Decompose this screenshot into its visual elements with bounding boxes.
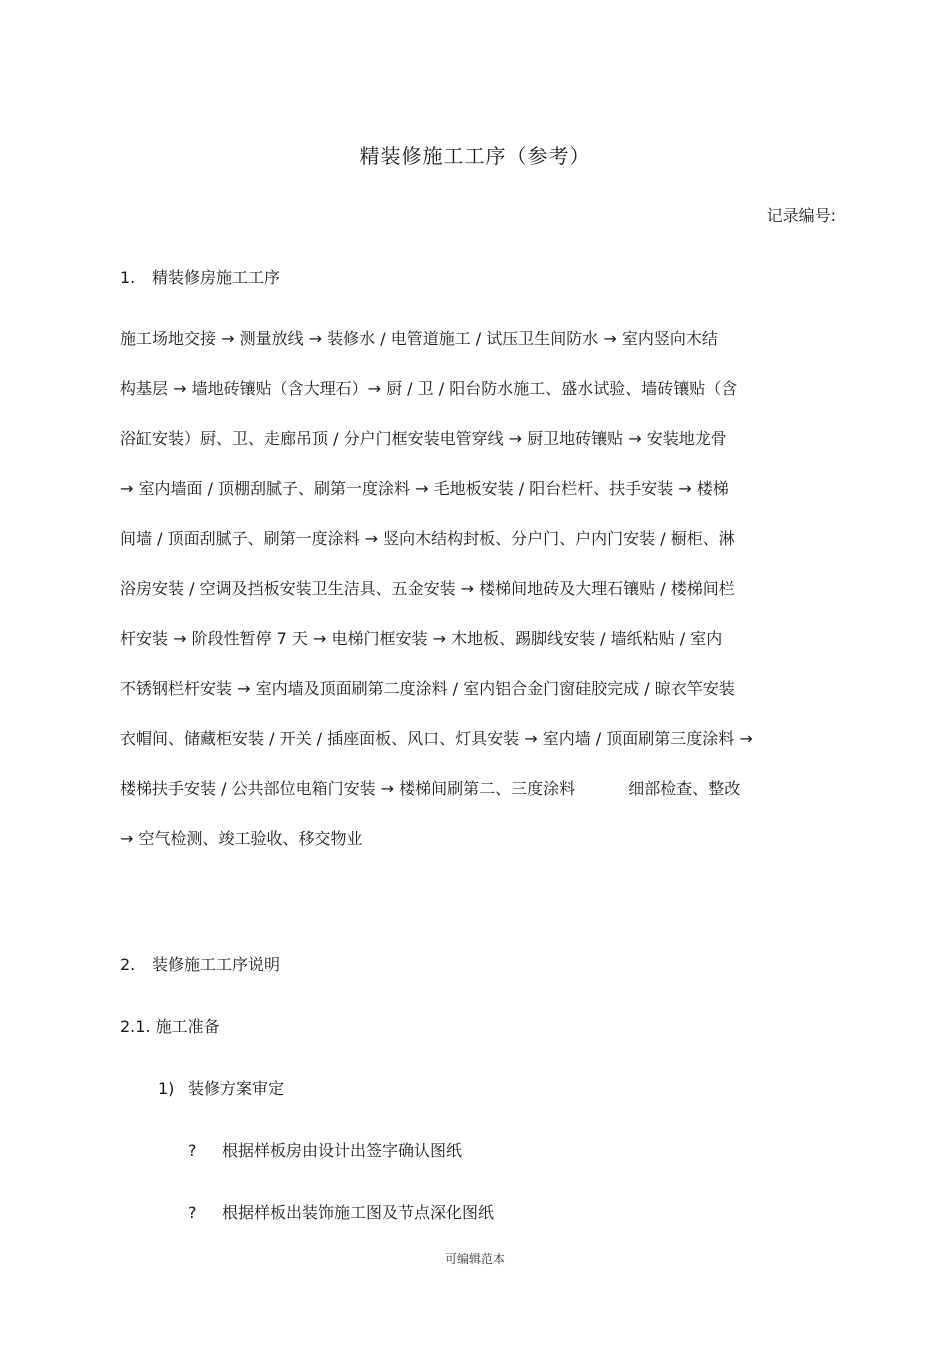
process-line: → 空气检测、竣工验收、移交物业 (120, 829, 363, 848)
item-1-title: 装修方案审定 (188, 1079, 285, 1098)
bullet-text: 根据样板出装饰施工图及节点深化图纸 (222, 1203, 495, 1222)
list-item (188, 1200, 494, 1223)
section-2-heading (120, 952, 280, 975)
process-line: → 室内墙面 / 顶棚刮腻子、刷第一度涂料 → 毛地板安装 / 阳台栏杆、扶手安装 → 楼梯 (120, 479, 729, 498)
item-1-number: 1) (158, 1079, 175, 1098)
process-line: 不锈钢栏杆安装 → 室内墙及顶面刷第二度涂料 / 室内铝合金门窗硅胶完成 / 晾衣竿安装 (120, 679, 735, 698)
process-line: 间墙 / 顶面刮腻子、刷第一度涂料 → 竖向木结构封板、分户门、户内门安装 / 橱柜、淋 (120, 529, 735, 548)
page-footer: 可编辑范本 (444, 1252, 505, 1266)
process-line: 浴房安装 / 空调及挡板安装卫生洁具、五金安装 → 楼梯间地砖及大理石镶贴 / 楼梯间栏 (120, 579, 735, 598)
section-1-number: 1. (120, 268, 136, 287)
bullet-mark: ? (188, 1141, 197, 1160)
process-line: 衣帽间、储藏柜安装 / 开关 / 插座面板、风口、灯具安装 → 室内墙 / 顶面刷第三度涂料 → (120, 729, 753, 748)
record-number-label: 记录编号: (766, 206, 836, 225)
process-line: 构基层 → 墙地砖镶贴（含大理石）→ 厨 / 卫 / 阳台防水施工、盛水试验、墙砖镶贴（含 (120, 379, 738, 398)
list-item (188, 1138, 462, 1161)
section-2-1-heading: 2.1. 施工准备 (120, 1017, 220, 1036)
item-1-heading (158, 1076, 284, 1099)
section-1-title: 精装修房施工工序 (152, 268, 281, 287)
process-line: 楼梯扶手安装 / 公共部位电箱门安装 → 楼梯间刷第二、三度涂料 细部检查、整改 (120, 779, 741, 798)
bullet-mark: ? (188, 1203, 197, 1222)
section-2-number: 2. (120, 955, 136, 974)
document-title: 精装修施工工序（参考） (359, 144, 591, 168)
process-line: 施工场地交接 → 测量放线 → 装修水 / 电管道施工 / 试压卫生间防水 → 室内竖向木结 (120, 329, 718, 348)
bullet-text: 根据样板房由设计出签字确认图纸 (222, 1141, 463, 1160)
process-line: 浴缸安装）厨、卫、走廊吊顶 / 分户门框安装电管穿线 → 厨卫地砖镶贴 → 安装地龙骨 (120, 429, 727, 448)
section-2-title: 装修施工工序说明 (152, 955, 281, 974)
process-paragraph (120, 322, 850, 872)
process-line: 杆安装 → 阶段性暂停 7 天 → 电梯门框安装 → 木地板、踢脚线安装 / 墙纸粘贴 / 室内 (120, 629, 723, 648)
section-1-heading (120, 265, 280, 288)
